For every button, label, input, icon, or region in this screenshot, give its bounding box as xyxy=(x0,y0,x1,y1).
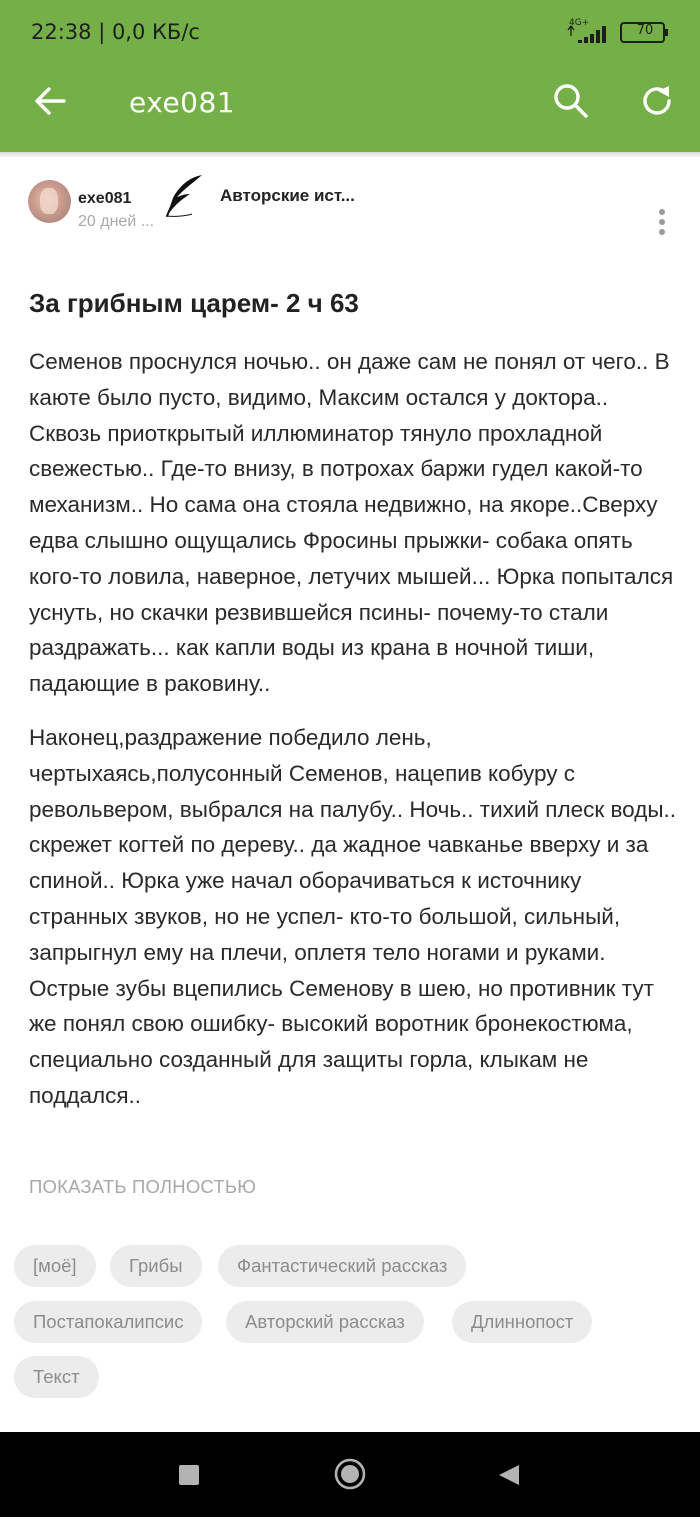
post-body xyxy=(29,344,679,1132)
status-bar xyxy=(0,0,700,64)
app-bar-shadow xyxy=(0,152,700,158)
tag-griby[interactable]: Грибы xyxy=(110,1245,202,1287)
post-title: За грибным царем- 2 ч 63 xyxy=(29,288,359,318)
tag-avtorskiy-rasskaz[interactable]: Авторский рассказ xyxy=(226,1301,424,1343)
network-type: 4G+ xyxy=(569,18,590,28)
tag-tekst[interactable]: Текст xyxy=(14,1356,99,1398)
community-name[interactable]: Авторские ист... xyxy=(220,186,355,205)
tag-moe[interactable]: [моё] xyxy=(14,1245,96,1287)
author-name[interactable]: exe081 xyxy=(78,190,132,207)
avatar[interactable] xyxy=(28,180,71,223)
tag-postapokalipsis[interactable]: Постапокалипсис xyxy=(14,1301,202,1343)
arrow-left-icon[interactable] xyxy=(32,83,68,119)
post-paragraph: Наконец,раздражение победило лень, чертыхаясь,полусонный Семенов, нацепив кобуру с револьвером, выбрался на палубу.. Ночь.. тихий плеск воды.. скрежет когтей по дереву.. да жадное чавканье вверху и за спиной.. Юрка уже начал оборачиваться к источнику странных звуков, но не успел- кто-то большой, сильный, запрыгнул ему на плечи, оплетя тело ногами и руками. Острые зубы вцепились Семенову в шею, но противник тут же понял свою ошибку- высокий воротник бронекостюма, специально созданный для защиты горла, клыкам не поддался.. xyxy=(29,724,676,1108)
tag-dlinnopost[interactable]: Длиннопост xyxy=(452,1301,592,1343)
status-time: 22:38 | 0,0 КБ/с xyxy=(31,20,200,44)
back-triangle-icon[interactable] xyxy=(497,1463,521,1487)
avatar-image xyxy=(40,188,58,214)
home-icon[interactable] xyxy=(334,1458,366,1490)
post-header xyxy=(0,170,700,250)
page-title: exe081 xyxy=(129,86,236,119)
recent-apps-icon[interactable] xyxy=(179,1465,199,1485)
tag-fantasticheskiy-rasskaz[interactable]: Фантастический рассказ xyxy=(218,1245,466,1287)
battery-level: 70 xyxy=(636,23,654,38)
signal-icon xyxy=(566,24,614,44)
app-bar xyxy=(0,64,700,152)
search-icon[interactable] xyxy=(552,82,590,120)
system-nav-bar xyxy=(0,1432,700,1517)
more-options-icon[interactable] xyxy=(650,206,674,240)
post-time: 20 дней ... xyxy=(78,213,155,230)
show-full-button[interactable]: ПОКАЗАТЬ ПОЛНОСТЬЮ xyxy=(29,1176,257,1197)
refresh-icon[interactable] xyxy=(638,82,676,120)
feather-icon[interactable] xyxy=(162,172,208,218)
post-paragraph: Семенов проснулся ночью.. он даже сам не понял от чего.. В каюте было пусто, видимо, Максим остался у доктора.. Сквозь приоткрытый иллюминатор тянуло прохладной свежестью.. Где-то внизу, в потрохах баржи гудел какой-то механизм.. Но сама она стояла недвижно, на якоре..Сверху едва слышно ощущались Фросины прыжки- собака опять кого-то ловила, наверное, летучих мышей... Юрка попытался уснуть, но скачки резвившейся псины- почему-то стали раздражать... как капли воды из крана в ночной тиши, падающие в раковину.. xyxy=(29,349,674,697)
